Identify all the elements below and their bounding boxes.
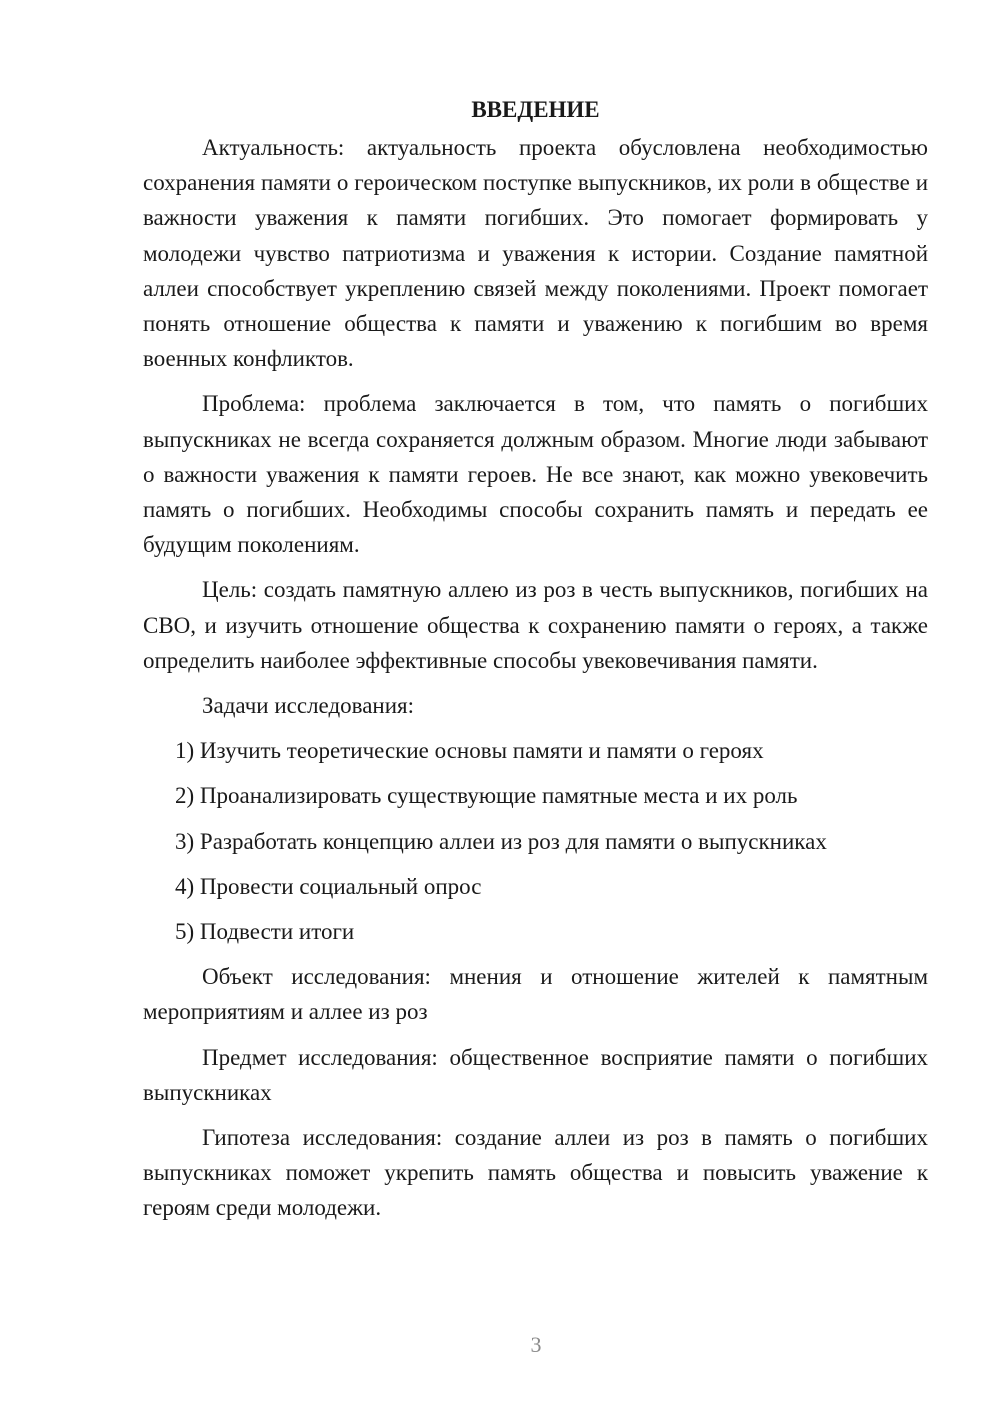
list-item: 1) Изучить теоретические основы памяти и памяти о героях: [175, 738, 764, 764]
page-number: 3: [530, 1332, 542, 1357]
list-item: 2) Проанализировать существующие памятные места и их роль: [175, 783, 798, 809]
paragraph-hypothesis: Гипотеза исследования: создание аллеи из роз в память о погибших выпускниках поможет укрепить память общества и повысить уважение к героям среди молодежи.: [143, 1125, 928, 1221]
paragraph-relevance: Актуальность: актуальность проекта обусловлена необходимостью сохранения памяти о героическом поступке выпускников, их роли в обществе и важности уважения к памяти погибших. Это помогает формировать у молодежи чувство патриотизма и уважения к истории. Создание памятной аллеи способствует укреплению связей между поколениями. Проект помогает понять отношение общества к памяти и уважению к погибшим во время военных конфликтов.: [143, 135, 928, 372]
paragraph-object: Объект исследования: мнения и отношение жителей к памятным мероприятиям и аллее из роз: [143, 964, 928, 1025]
paragraph-goal: Цель: создать памятную аллею из роз в честь выпускников, погибших на СВО, и изучить отношение общества к сохранению памяти о героях, а также определить наиболее эффективные способы увековечивания памяти.: [143, 577, 928, 673]
section-title: ВВЕДЕНИЕ: [471, 97, 600, 122]
list-item: 3) Разработать концепцию аллеи из роз для памяти о выпускниках: [175, 828, 827, 854]
paragraph-problem: Проблема: проблема заключается в том, что память о погибших выпускниках не всегда сохраняется должным образом. Многие люди забывают о важности уважения к памяти героев. Не все знают, как можно увековечить память о погибших. Необходимы способы сохранить память и передать ее будущим поколениям.: [143, 391, 928, 558]
tasks-heading: Задачи исследования:: [202, 693, 415, 719]
list-item: 5) Подвести итоги: [175, 919, 355, 945]
paragraph-subject: Предмет исследования: общественное восприятие памяти о погибших выпускниках: [143, 1044, 928, 1105]
task-list: [143, 733, 928, 949]
list-item: 4) Провести социальный опрос: [175, 873, 482, 899]
page-content: [143, 92, 928, 1226]
